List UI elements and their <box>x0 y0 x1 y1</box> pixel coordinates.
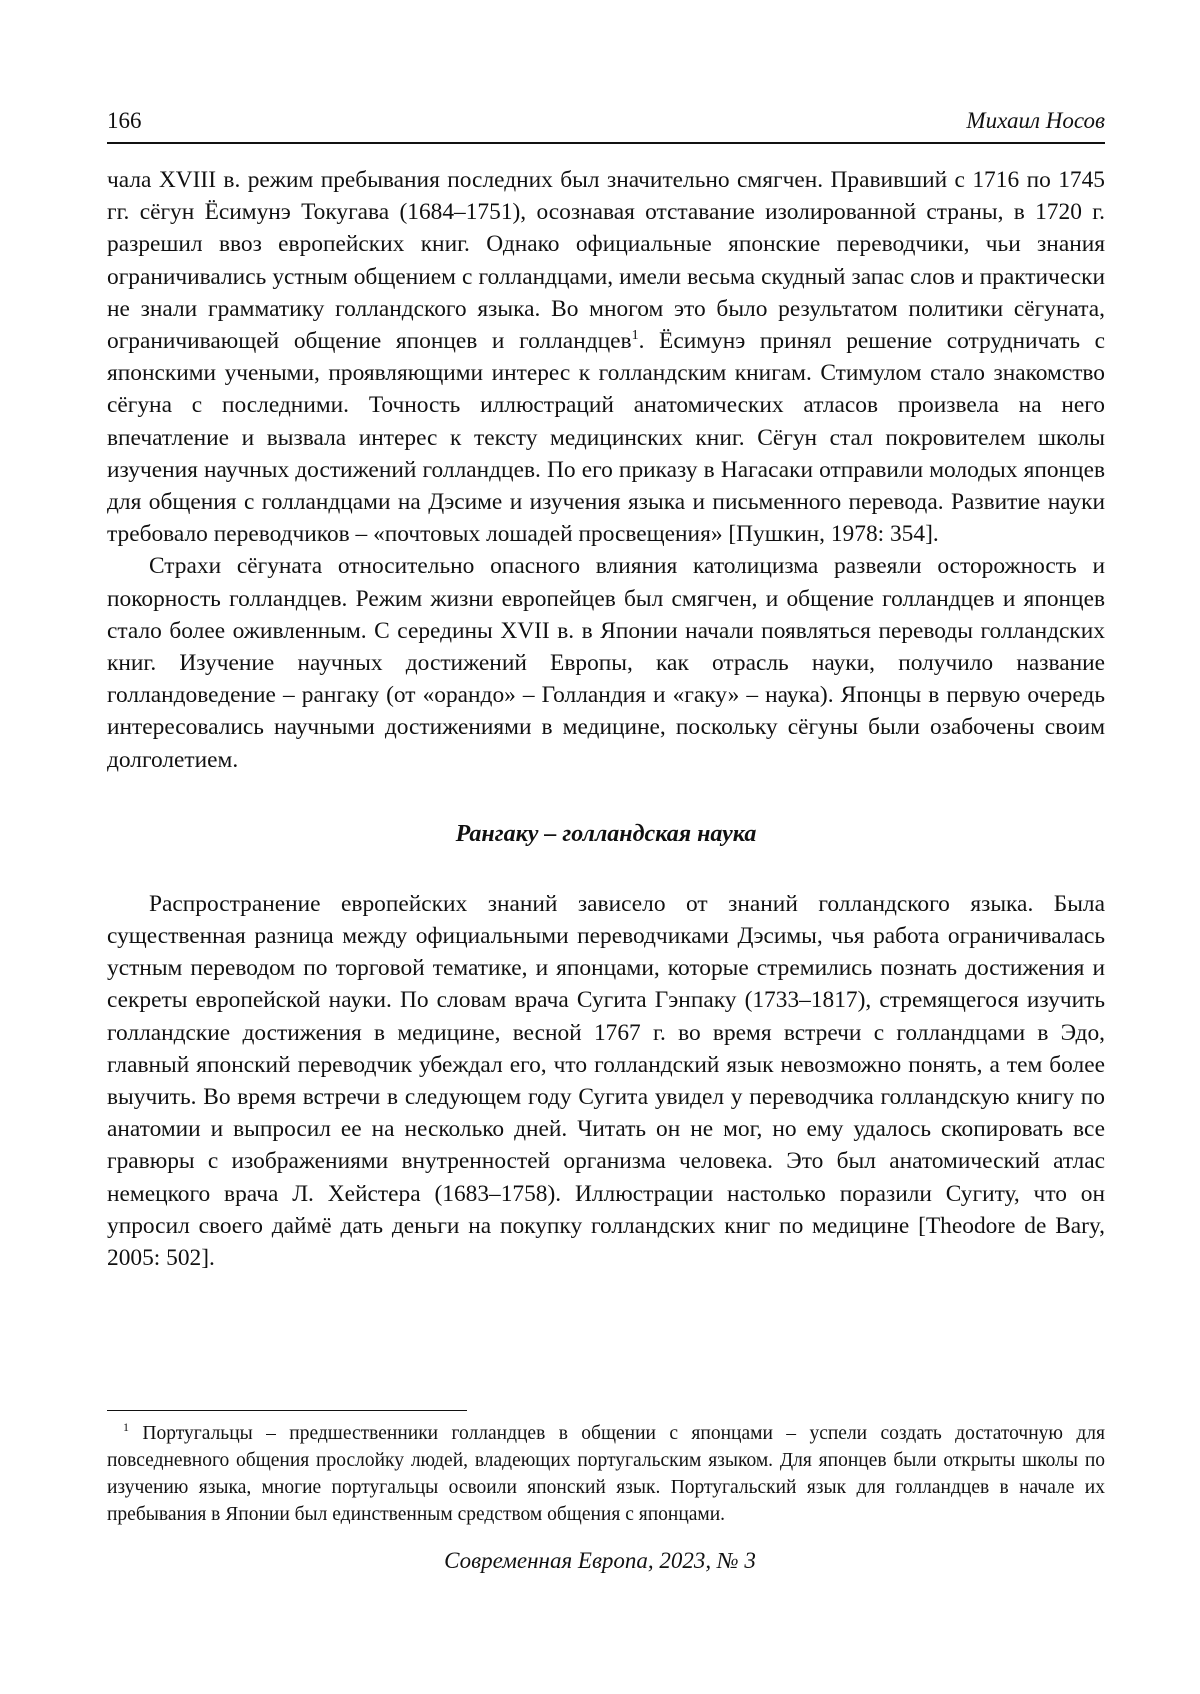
paragraph-1 <box>107 164 1105 550</box>
paragraph-2: Страхи сёгуната относительно опасного влияния католицизма развеяли осторожность и покорность голландцев. Режим жизни европейцев был смягчен, и общение голландцев и японцев стало более оживленным. С середины XVII в. в Японии начали появляться переводы голландских книг. Изучение научных достижений Европы, как отрасль науки, получило название голландоведение – рангаку (от «орандо» – Голландия и «гаку» – наука). Японцы в первую очередь интересовались научными достижениями в медицине, поскольку сёгуны были озабочены своим долголетием. <box>107 553 1105 773</box>
footnote-marker: 1 <box>123 1420 129 1434</box>
paragraph-1-continuation: . Ёсимунэ принял решение сотрудничать с японскими учеными, проявляющими интерес к голландским книгам. Стимулом стало знакомство сёгуна с последними. Точность иллюстраций анатомических атласов произвела на него впечатление и вызвала интерес к тексту медицинских книг. Сёгун стал покровителем школы изучения научных достижений голландцев. По его приказу в Нагасаки отправили молодых японцев для общения с голландцами на Дэсиме и изучения языка и письменного перевода. Развитие науки требовало переводчиков – «почтовых лошадей просвещения» [Пушкин, 1978: 354]. <box>107 328 1106 548</box>
journal-footer: Современная Европа, 2023, № 3 <box>444 1548 756 1573</box>
running-header <box>107 104 1105 144</box>
article-body <box>107 164 1105 1274</box>
footnote <box>107 1420 1105 1528</box>
running-author: Михаил Носов <box>966 108 1105 133</box>
section-heading: Рангаку – голландская наука <box>455 820 757 847</box>
footnote-text: Португальцы – предшественники голландцев в общении с японцами – успели создать достаточную для повседневного общения прослойку людей, владеющих португальским языком. Для японцев были открыты школы по изучению языка, многие португальцы освоили японский язык. Португальский язык для голландцев в начале их пребывания в Японии был единственным средством общения с японцами. <box>107 1423 1105 1525</box>
paragraph-3: Распространение европейских знаний зависело от знаний голландского языка. Была существенная разница между официальными переводчиками Дэсимы, чья работа ограничивалась устным переводом по торговой тематике, и японцами, которые стремились познать достижения и секреты европейской науки. По словам врача Сугита Гэнпаку (1733–1817), стремящегося изучить голландские достижения в медицине, весной 1767 г. во время встречи с голландцами в Эдо, главный японский переводчик убеждал его, что голландский язык невозможно понять, а тем более выучить. Во время встречи в следующем году Сугита увидел у переводчика голландскую книгу по анатомии и выпросил ее на несколько дней. Читать он не мог, но ему удалось скопировать все гравюры с изображениями внутренностей организма человека. Это был анатомический атлас немецкого врача Л. Хейстера (1683–1758). Иллюстрации настолько поразили Сугиту, что он упросил своего даймё дать деньги на покупку голландских книг по медицине [Theodore de Bary, 2005: 502]. <box>107 890 1105 1272</box>
footnote-reference[interactable]: 1 <box>631 328 639 344</box>
paragraph-1-text: чала XVIII в. режим пребывания последних был значительно смягчен. Правивший с 1716 по 1745 гг. сёгун Ёсимунэ Токугава (1684–1751), осознавая отставание изолированной страны, в 1720 г. разрешил ввоз европейских книг. Однако официальные японские переводчики, чьи знания ограничивались устным общением с голландцами, имели весьма скудный запас слов и практически не знали грамматику голландского языка. Во многом это было результатом политики сёгуната, ограничивающей общение японцев и голландцев <box>107 167 1105 355</box>
page-number: 166 <box>107 108 142 133</box>
footnote-divider <box>107 1410 467 1411</box>
